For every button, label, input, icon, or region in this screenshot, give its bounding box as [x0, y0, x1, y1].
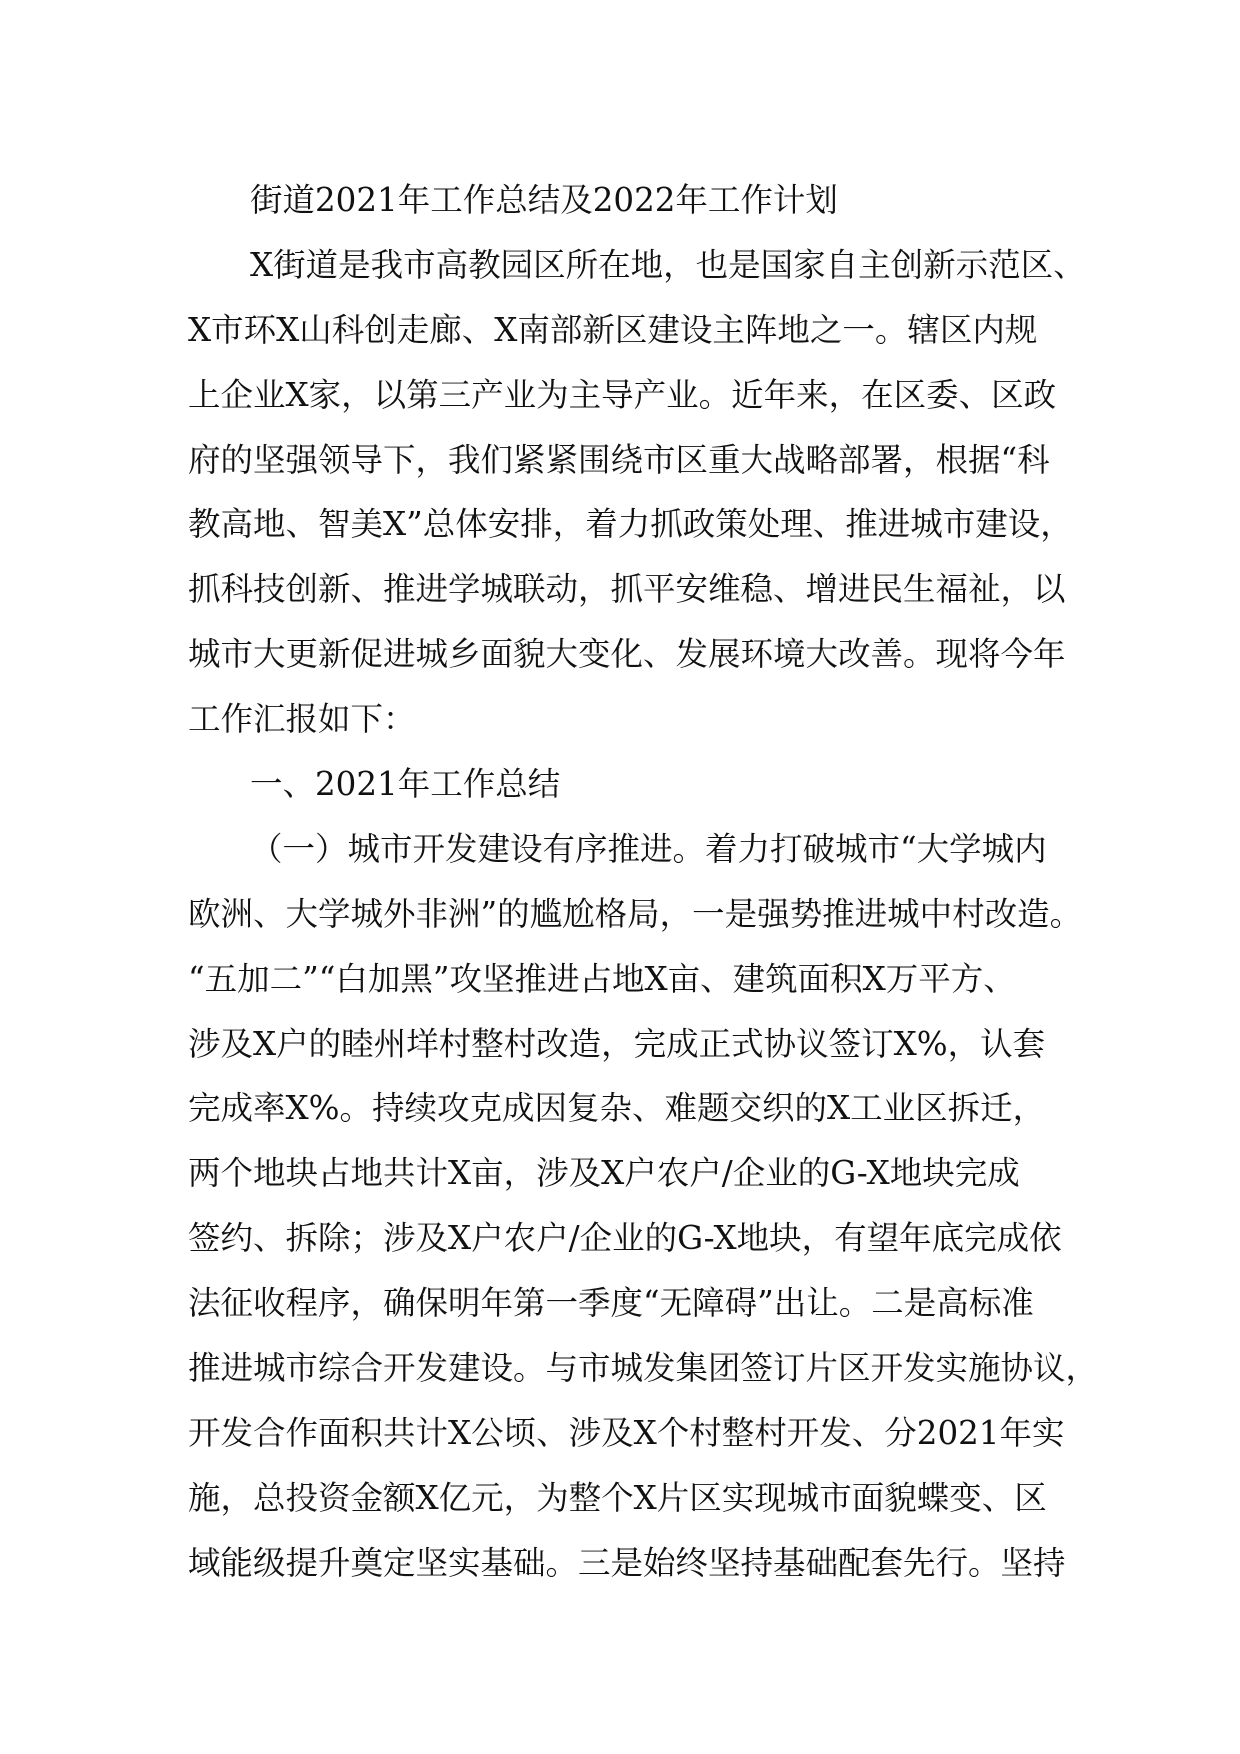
body-line: 欧洲、大学城外非洲”的尴尬格局，一是强势推进城中村改造。 [188, 894, 1083, 933]
body-line: 上企业X家，以第三产业为主导产业。近年来，在区委、区政 [188, 375, 1057, 414]
body-line: 城市大更新促进城乡面貌大变化、发展环境大改善。现将今年 [188, 635, 1066, 674]
body-line: 教高地、智美X”总体安排，着力抓政策处理、推进城市建设， [188, 505, 1073, 544]
body-line: 涉及X户的睦州垟村整村改造，完成正式协议签订X%，认套 [188, 1024, 1046, 1063]
document-title: 街道2021年工作总结及2022年工作计划 [250, 181, 838, 219]
section-heading: 一、2021年工作总结 [250, 765, 561, 804]
body-line: 域能级提升奠定坚实基础。三是始终坚持基础配套先行。坚持 [188, 1543, 1066, 1582]
body-line: X街道是我市高教园区所在地，也是国家自主创新示范区、 [250, 245, 1086, 284]
body-line: “五加二”“白加黑”攻坚推进占地X亩、建筑面积X万平方、 [188, 959, 1016, 998]
body-line: 推进城市综合开发建设。与市城发集团签订片区开发实施协议， [188, 1349, 1099, 1388]
body-line: 签约、拆除；涉及X户农户/企业的G-X地块，有望年底完成依 [188, 1219, 1062, 1258]
body-line: 完成率X%。持续攻克成因复杂、难题交织的X工业区拆迁， [188, 1089, 1046, 1128]
body-line: 抓科技创新、推进学城联动，抓平安维稳、增进民生福祉，以 [188, 570, 1066, 609]
body-line: 两个地块占地共计X亩，涉及X户农户/企业的G-X地块完成 [188, 1154, 1020, 1193]
body-line: 府的坚强领导下，我们紧紧围绕市区重大战略部署，根据“科 [188, 440, 1050, 479]
body-line: 开发合作面积共计X公顷、涉及X个村整村开发、分2021年实 [188, 1413, 1065, 1452]
body-line: 法征收程序，确保明年第一季度“无障碍”出让。二是高标准 [188, 1284, 1034, 1323]
subsection-heading-line: （一）城市开发建设有序推进。着力打破城市“大学城内 [250, 829, 1047, 868]
body-line: X市环X山科创走廊、X南部新区建设主阵地之一。辖区内规 [188, 310, 1038, 349]
body-line: 施，总投资金额X亿元，为整个X片区实现城市面貌蝶变、区 [188, 1478, 1047, 1517]
body-line: 工作汇报如下： [188, 700, 416, 739]
document-body [188, 168, 1099, 1596]
